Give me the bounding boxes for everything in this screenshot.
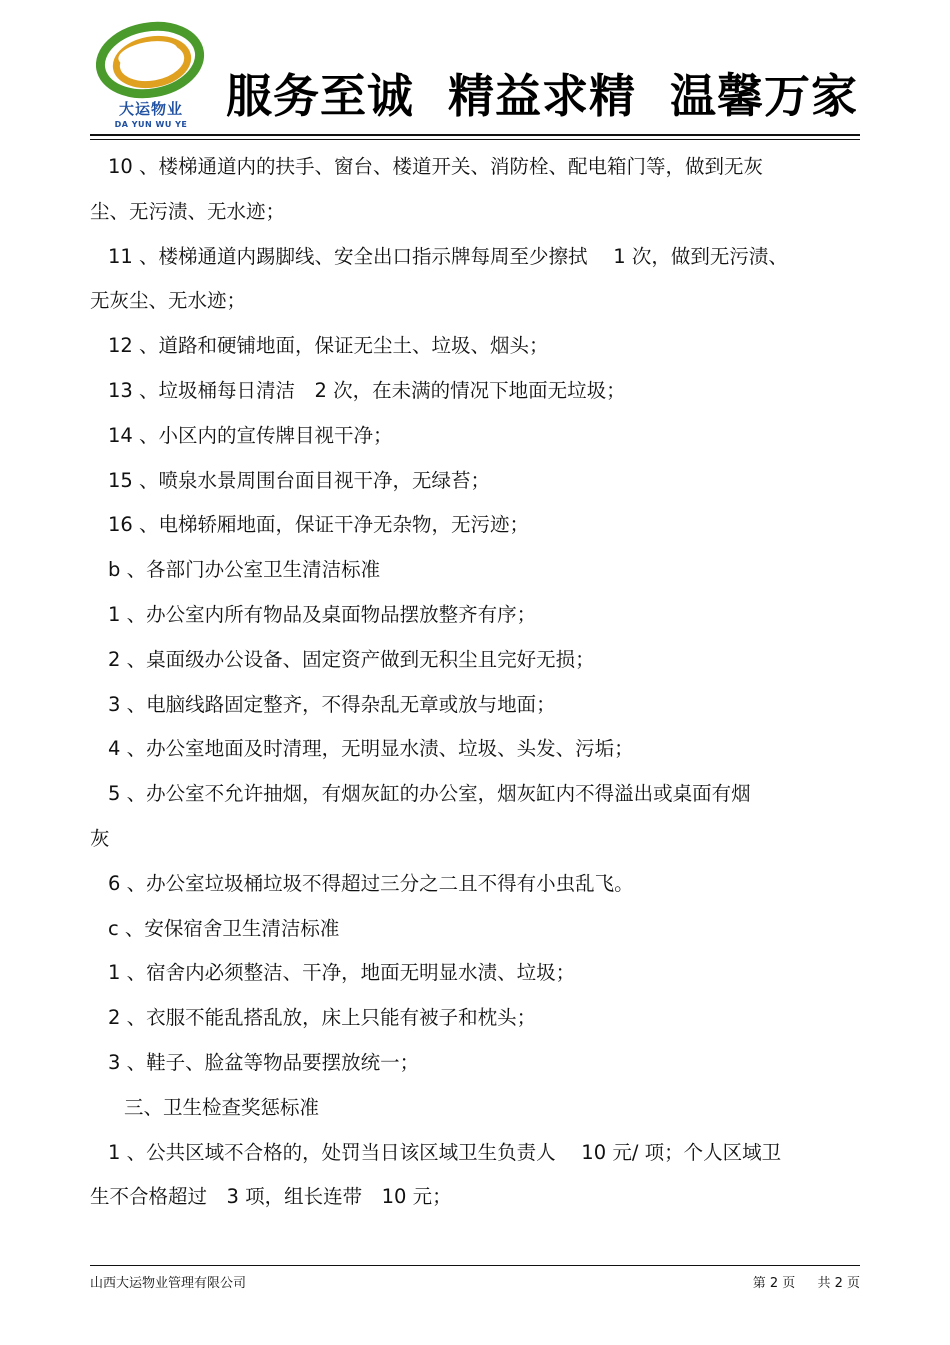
header-rule-thick (90, 134, 860, 136)
text-line: 1 、公共区域不合格的，处罚当日该区域卫生负责人 10 元/ 项；个人区域卫 (108, 1140, 782, 1164)
header-rule-thin (90, 139, 860, 140)
text-line: 尘、无污渍、无水迹； (90, 199, 286, 223)
text-line: 12 、道路和硬铺地面，保证无尘土、垃圾、烟头； (108, 334, 549, 358)
text-line: 灰 (90, 826, 110, 850)
text-line: 13 、垃圾桶每日清洁 2 次，在未满的情况下地面无垃圾； (108, 378, 626, 402)
logo-pinyin: DA YUN WU YE (114, 120, 188, 129)
page-current: 第 2 页 (752, 1276, 796, 1291)
text-line: 无灰尘、无水迹； (90, 289, 247, 313)
text-line: 14 、小区内的宣传牌目视干净； (108, 423, 393, 447)
slogan-3: 温馨万家 (670, 69, 858, 123)
text-line: 1 、宿舍内必须整洁、干净，地面无明显水渍、垃圾； (108, 961, 576, 985)
document-body (90, 145, 860, 1220)
text-line: 5 、办公室不允许抽烟，有烟灰缸的办公室，烟灰缸内不得溢出或桌面有烟 (108, 782, 751, 806)
footer-company: 山西大运物业管理有限公司 (90, 1276, 247, 1291)
slogan-2: 精益求精 (448, 69, 636, 123)
slogan-1: 服务至诚 (226, 69, 414, 123)
text-line: 15 、喷泉水景周围台面目视干净，无绿苔； (108, 468, 491, 492)
text-line: 6 、办公室垃圾桶垃圾不得超过三分之二且不得有小虫乱飞。 (108, 871, 634, 895)
slogan (226, 60, 858, 123)
section-heading-c: c 、安保宿舍卫生清洁标准 (108, 916, 340, 940)
footer-rule (90, 1265, 860, 1266)
text-line: 2 、桌面级办公设备、固定资产做到无积尘且完好无损； (108, 647, 595, 671)
section-heading-b: b 、各部门办公室卫生清洁标准 (108, 558, 381, 582)
page-footer (90, 1272, 860, 1291)
text-line: 11 、楼梯通道内踢脚线、安全出口指示牌每周至少擦拭 1 次，做到无污渍、 (108, 244, 788, 268)
footer-pagination (735, 1272, 860, 1291)
text-line: 1 、办公室内所有物品及桌面物品摆放整齐有序； (108, 602, 537, 626)
section-heading-3: 三、卫生检查奖惩标准 (124, 1095, 320, 1119)
text-line: 3 、电脑线路固定整齐，不得杂乱无章或放与地面； (108, 692, 556, 716)
text-line: 2 、衣服不能乱搭乱放，床上只能有被子和枕头； (108, 1006, 537, 1030)
text-line: 3 、鞋子、脸盆等物品要摆放统一； (108, 1050, 420, 1074)
text-line: 生不合格超过 3 项，组长连带 10 元； (90, 1185, 452, 1209)
text-line: 16 、电梯轿厢地面，保证干净无杂物，无污迹； (108, 513, 530, 537)
text-line: 10 、楼梯通道内的扶手、窗台、楼道开关、消防栓、配电箱门等，做到无灰 (108, 155, 764, 178)
company-logo (96, 20, 206, 134)
text-line: 4 、办公室地面及时清理，无明显水渍、垃圾、头发、污垢； (108, 737, 634, 761)
logo-name: 大运物业 (118, 100, 183, 118)
page-header (0, 0, 950, 140)
logo-rings-icon (96, 20, 206, 100)
page-total: 共 2 页 (817, 1276, 860, 1291)
